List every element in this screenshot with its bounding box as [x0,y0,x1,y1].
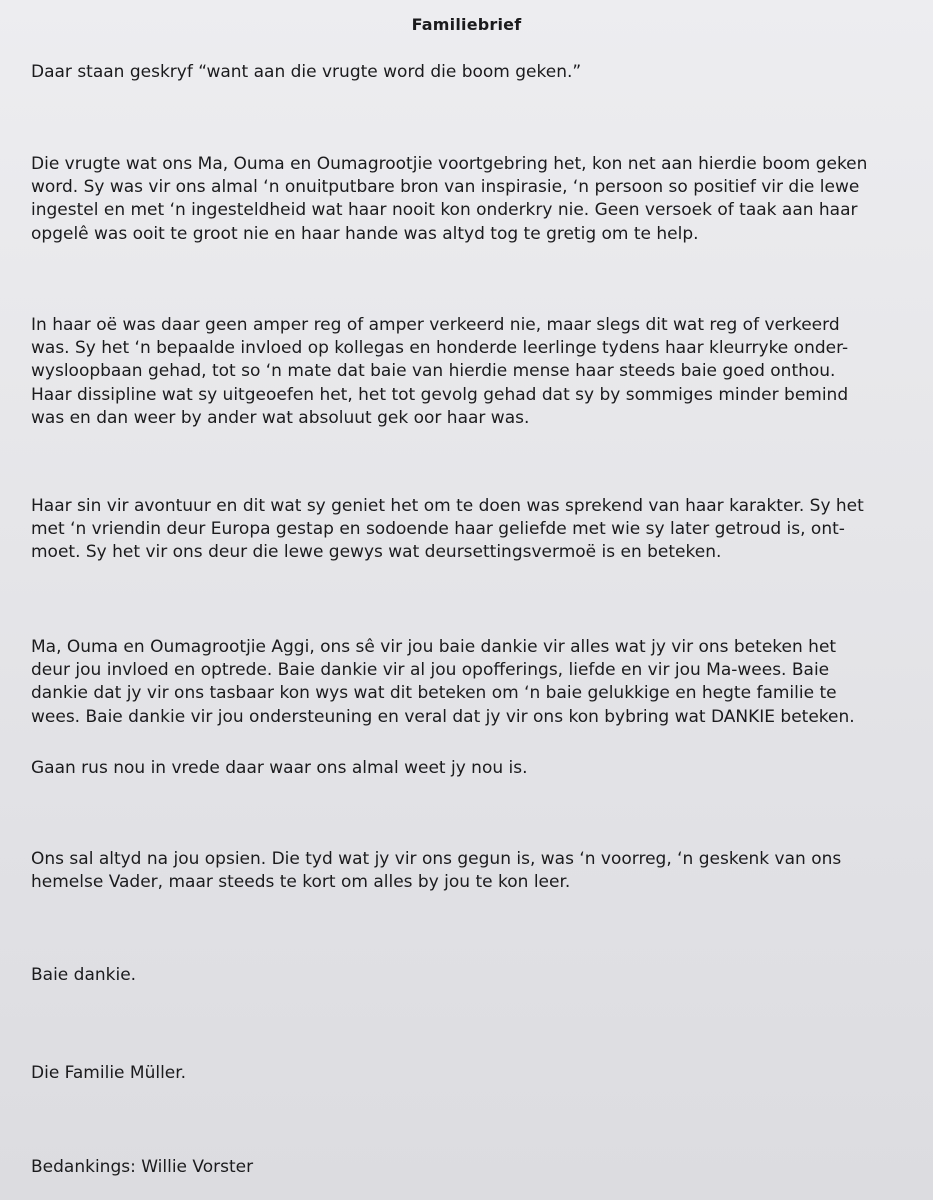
text-line: Bedankings: Willie Vorster [31,1157,254,1177]
text-line: wysloopbaan gehad, tot so ‘n mate dat baie van hierdie mense haar steeds baie goed onthou. [31,361,836,382]
text-line: Haar sin vir avontuur en dit wat sy geniet het om te doen was sprekend van haar karakter. Sy het [31,496,864,516]
text-line: Gaan rus nou in vrede daar waar ons almal weet jy nou is. [31,758,528,778]
text-line: ingestel en met ‘n ingesteldheid wat haar nooit kon onderkry nie. Geen versoek of taak aan haar [31,200,858,221]
text-line: Die Familie Müller. [31,1063,187,1083]
text-line: moet. Sy het vir ons deur die lewe gewys wat deursettingsvermoë is en beteken. [31,542,722,563]
text-line: opgelê was ooit te groot nie en haar hande was altyd tog te gretig om te help. [31,223,699,244]
text-line: In haar oë was daar geen amper reg of amper verkeerd nie, maar slegs dit wat reg of verkeerd [31,315,840,335]
signature-family [31,1062,916,1085]
text-line: hemelse Vader, maar steeds te kort om alles by jou te kon leer. [31,872,571,893]
text-line: deur jou invloed en optrede. Baie dankie vir al jou opofferings, liefde en vir jou Ma-wees. Baie [31,660,830,681]
text-line: Ma, Ouma en Oumagrootjie Aggi, ons sê vir jou baie dankie vir alles wat jy vir ons beteken het [31,637,837,657]
acknowledgements [31,1156,916,1179]
text-line: Haar dissipline wat sy uitgeoefen het, het tot gevolg gehad dat sy by sommiges minder bemind [31,384,849,405]
text-line: Daar staan geskryf “want aan die vrugte word die boom geken.” [31,62,582,82]
paragraph-fruits [31,153,916,246]
paragraph-lookup [31,848,916,894]
closing-thanks [31,964,916,987]
page-title: Familiebrief [411,15,522,34]
text-line: was. Sy het ‘n bepaalde invloed op kollegas en honderde leerlinge tydens haar kleurryke onder- [31,338,849,359]
text-line: word. Sy was vir ons almal ‘n onuitputbare bron van inspirasie, ‘n persoon so positief vir die lewe [31,177,860,198]
paragraph-discipline [31,314,916,430]
paragraph-quote [31,61,916,84]
text-line: Ons sal altyd na jou opsien. Die tyd wat jy vir ons gegun is, was ‘n voorreg, ‘n geskenk van ons [31,849,842,869]
paragraph-thanks [31,636,916,729]
text-line: dankie dat jy vir ons tasbaar kon wys wat dit beteken om ‘n baie gelukkige en hegte familie te [31,683,837,704]
text-line: was en dan weer by ander wat absoluut gek oor haar was. [31,407,530,428]
text-line: Baie dankie. [31,965,137,985]
paragraph-adventure [31,495,916,565]
text-line: met ‘n vriendin deur Europa gestap en sodoende haar geliefde met wie sy later getroud is, ont- [31,519,845,540]
text-line: Die vrugte wat ons Ma, Ouma en Oumagrootjie voortgebring het, kon net aan hierdie boom geken [31,154,868,174]
text-line: wees. Baie dankie vir jou ondersteuning en veral dat jy vir ons kon bybring wat DANKIE beteken. [31,706,855,727]
paragraph-rest [31,757,916,780]
